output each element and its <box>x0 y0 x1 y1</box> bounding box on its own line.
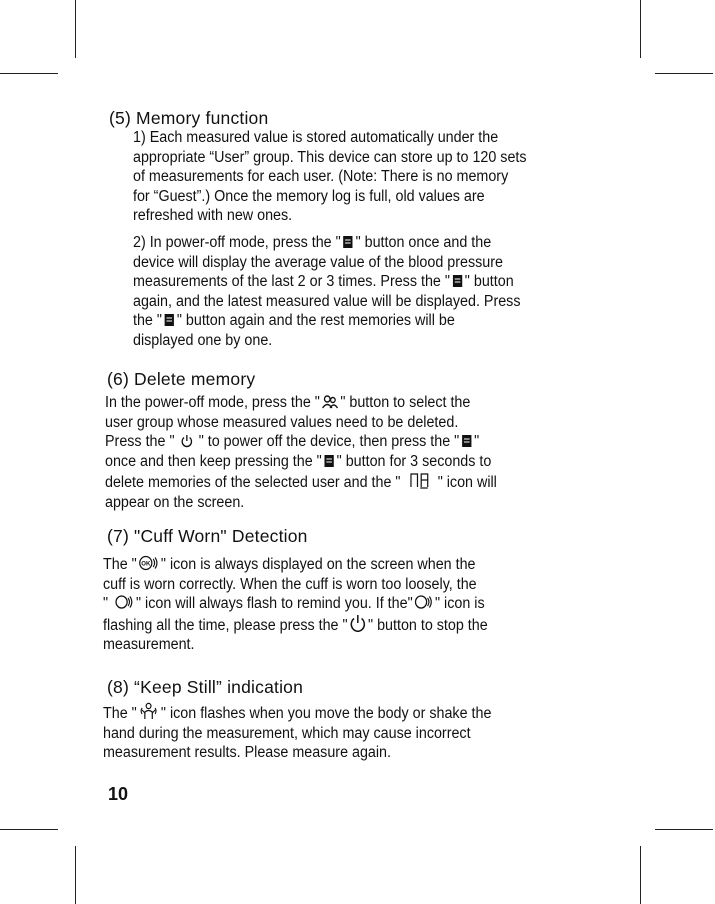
section-5-heading: (5) Memory function <box>109 108 269 128</box>
keep-still-icon <box>139 702 159 720</box>
text-line <box>105 452 497 472</box>
text-line: for “Guest”.) Once the memory log is full, old values are <box>133 187 485 205</box>
text-fragment: " icon flashes when you move the body or shake the <box>160 705 492 722</box>
text-fragment: In the power-off mode, press the " <box>105 394 320 411</box>
delete-display-icon <box>410 471 429 489</box>
text-fragment: flashing all the time, please press the " <box>103 616 348 634</box>
text-line: again, and the latest measured value will be displayed. Press <box>133 292 521 310</box>
section-8-heading: (8) “Keep Still” indication <box>107 677 304 697</box>
section-5-paragraph-1 <box>133 128 527 226</box>
crop-mark <box>655 829 713 830</box>
text-line <box>133 311 520 331</box>
text-fragment: The " <box>103 705 137 722</box>
text-fragment: delete memories of the selected user and the " <box>105 474 401 492</box>
text-line <box>103 555 488 575</box>
crop-mark <box>640 846 641 904</box>
text-line: displayed one by one. <box>133 331 273 349</box>
crop-mark <box>75 0 76 58</box>
section-7-heading: (7) "Cuff Worn" Detection <box>107 526 308 546</box>
memory-icon <box>461 434 472 448</box>
user-group-icon <box>322 395 339 409</box>
crop-mark <box>640 0 641 58</box>
cuff-loose-icon <box>415 594 434 610</box>
section-6-paragraph <box>105 393 497 513</box>
text-fragment: once and then keep pressing the " <box>105 452 322 470</box>
text-line: measurement results. Please measure again. <box>103 744 392 762</box>
text-fragment: measurements of the last 2 or 3 times. Press the " <box>133 273 450 291</box>
crop-mark <box>655 73 713 74</box>
text-fragment: " button again and the rest memories will be <box>176 312 455 330</box>
text-line <box>105 393 497 413</box>
power-icon <box>180 434 193 448</box>
text-fragment: " icon will <box>437 474 497 492</box>
text-fragment: " button once and the <box>355 234 492 251</box>
cuff-loose-icon <box>116 594 135 610</box>
text-fragment: " button to stop the <box>368 616 488 634</box>
text-line: 1) Each measured value is stored automatically under the <box>133 129 499 146</box>
text-line <box>133 272 520 292</box>
text-fragment: Press the " <box>105 433 175 451</box>
text-fragment: " icon is always displayed on the screen when the <box>160 556 476 573</box>
text-fragment: " to power off the device, then press the " <box>198 433 460 451</box>
text-line <box>133 233 520 253</box>
text-line: device will display the average value of the blood pressure <box>133 253 503 271</box>
text-fragment: " icon will always flash to remind you. If the" <box>135 595 413 613</box>
text-line: user group whose measured values need to be deleted. <box>105 413 459 431</box>
text-line <box>103 702 491 724</box>
text-line <box>105 432 497 452</box>
text-fragment: " button to select the <box>340 394 471 411</box>
section-6-heading: (6) Delete memory <box>107 369 256 389</box>
text-line: of measurements for each user. (Note: There is no memory <box>133 168 509 186</box>
text-fragment: 2) In power-off mode, press the " <box>133 234 341 251</box>
memory-icon <box>343 235 354 249</box>
text-line <box>103 614 488 636</box>
text-fragment: " <box>474 433 480 451</box>
text-fragment: the " <box>133 312 162 330</box>
text-fragment: " button for 3 seconds to <box>336 452 492 470</box>
text-fragment: The " <box>103 556 137 573</box>
page-number: 10 <box>108 784 129 804</box>
text-fragment: " icon is <box>434 595 485 613</box>
text-line <box>103 594 488 614</box>
text-line: appropriate “User” group. This device can store up to 120 sets <box>133 148 527 166</box>
text-fragment: " button <box>464 273 514 291</box>
text-line: refreshed with new ones. <box>133 207 293 225</box>
text-line: measurement. <box>103 636 195 654</box>
crop-mark <box>0 829 58 830</box>
power-icon <box>349 614 366 632</box>
text-line <box>105 471 497 493</box>
text-line: hand during the measurement, which may cause incorrect <box>103 724 471 742</box>
memory-icon <box>164 313 175 327</box>
crop-mark <box>75 846 76 904</box>
memory-icon <box>452 274 463 288</box>
section-5-paragraph-2 <box>133 233 520 351</box>
svg-text:OK: OK <box>141 560 151 568</box>
cuff-ok-icon <box>139 555 159 571</box>
section-8-paragraph <box>103 702 491 763</box>
memory-icon <box>324 454 335 468</box>
text-fragment: " <box>103 595 109 613</box>
text-line: cuff is worn correctly. When the cuff is worn too loosely, the <box>103 575 477 593</box>
section-7-paragraph <box>103 555 488 655</box>
crop-mark <box>0 73 58 74</box>
text-line: appear on the screen. <box>105 493 245 511</box>
